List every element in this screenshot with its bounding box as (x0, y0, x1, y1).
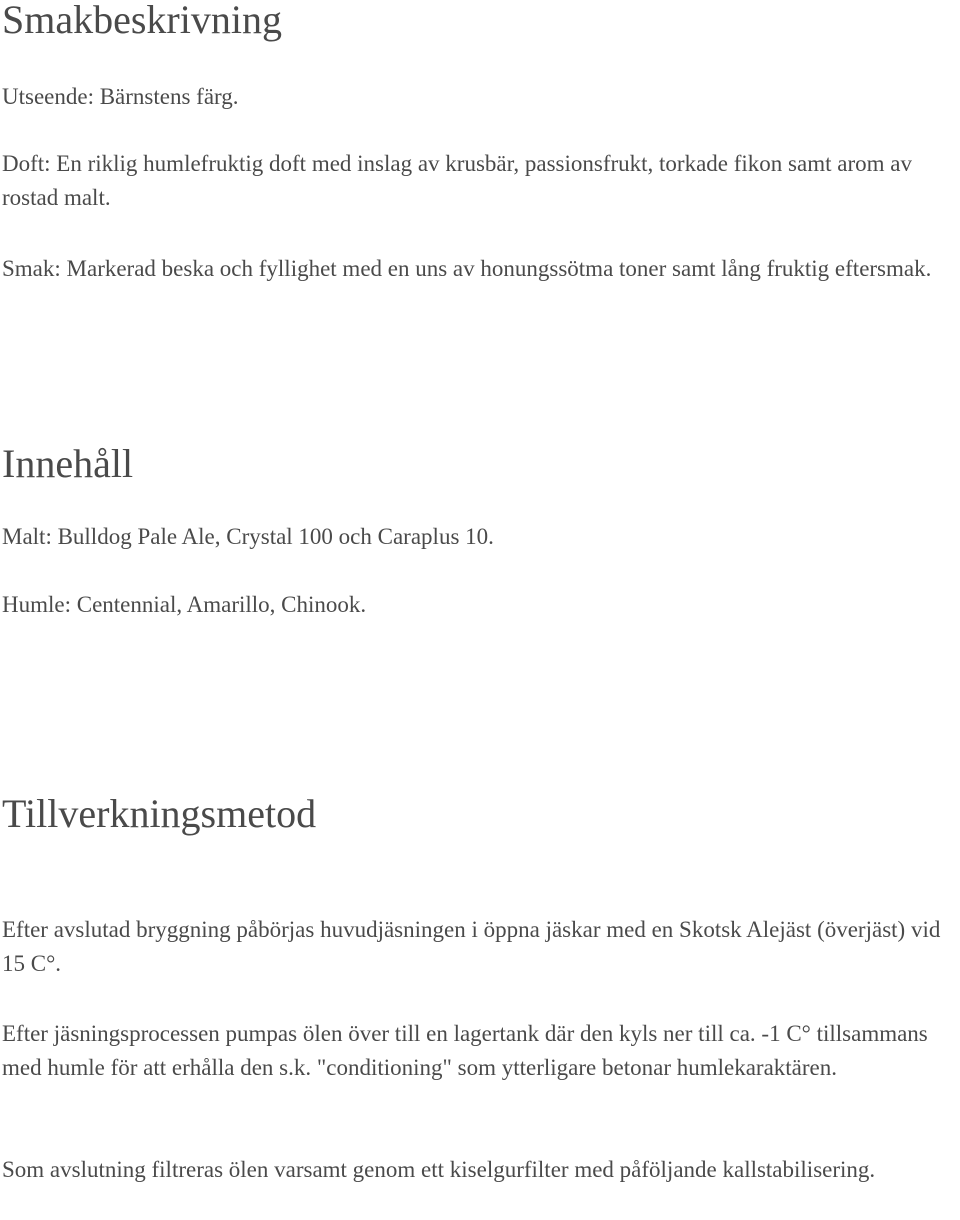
heading-smakbeskrivning: Smakbeskrivning (2, 0, 282, 42)
paragraph-utseende: Utseende: Bärnstens färg. (2, 84, 239, 109)
paragraph-lagertank: Efter jäsningsprocessen pumpas ölen över till en lagertank där den kyls ner till ca. -1 C° tillsammans med humle för att erhålla den s.k. "conditioning" som ytterligare betonar humlekaraktären. (2, 1021, 928, 1080)
paragraph-smak: Smak: Markerad beska och fyllighet med en uns av honungssötma toner samt lång fruktig eftersmak. (2, 256, 932, 281)
paragraph-filtrering: Som avslutning filtreras ölen varsamt genom ett kiselgurfilter med påföljande kallstabilisering. (2, 1157, 876, 1182)
heading-innehall: Innehåll (2, 441, 134, 486)
paragraph-doft: Doft: En riklig humlefruktig doft med inslag av krusbär, passionsfrukt, torkade fikon samt arom av rostad malt. (2, 151, 912, 210)
heading-tillverkningsmetod: Tillverkningsmetod (2, 791, 317, 836)
paragraph-huvudjasning: Efter avslutad bryggning påbörjas huvudjäsningen i öppna jäskar med en Skotsk Alejäst (överjäst) vid 15 C°. (2, 917, 941, 976)
paragraph-malt: Malt: Bulldog Pale Ale, Crystal 100 och Caraplus 10. (2, 524, 494, 549)
paragraph-humle: Humle: Centennial, Amarillo, Chinook. (2, 592, 367, 617)
